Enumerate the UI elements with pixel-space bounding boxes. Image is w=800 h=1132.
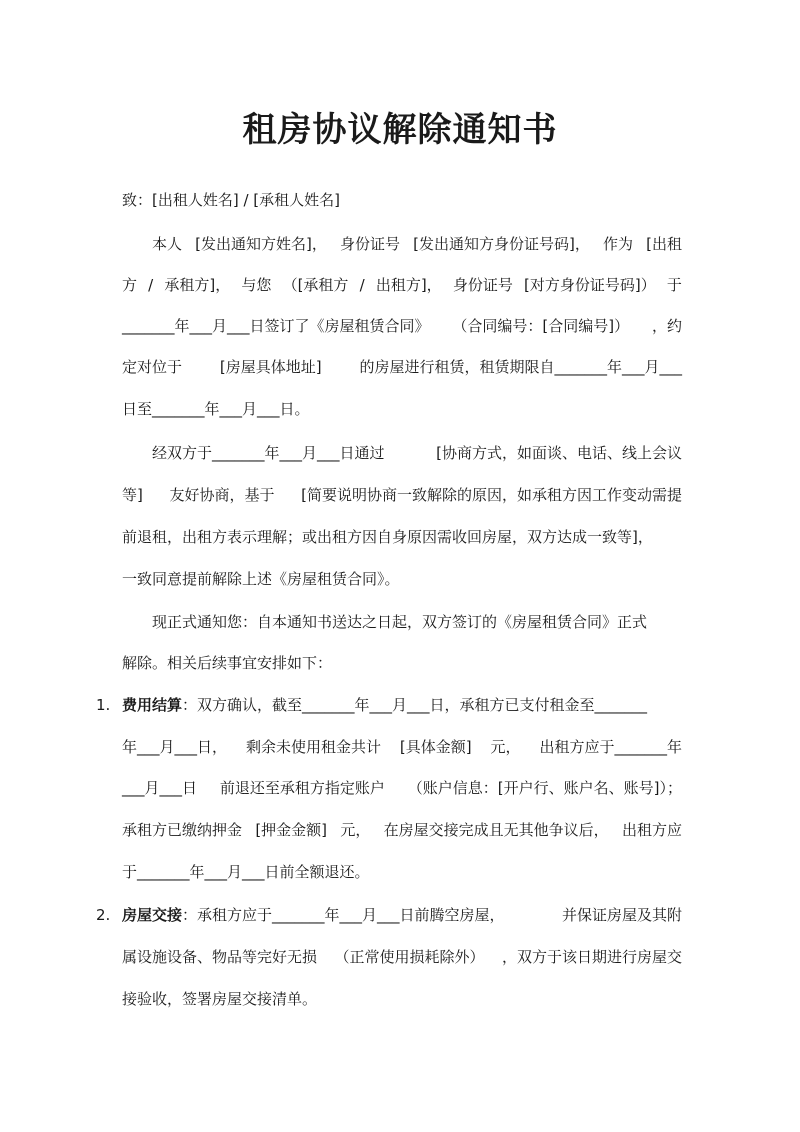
item1-line4: 承租方已缴纳押金 [押金金额] 元， 在房屋交接完成且无其他争议后， 出租方应: [122, 821, 682, 839]
item2-number: 2.: [96, 906, 111, 924]
item1-line1: 费用结算：双方确认，截至_______年___月___日，承租方已支付租金至_______: [122, 696, 648, 714]
item2-line2: 属设施设备、物品等完好无损 （正常使用损耗除外） ，双方于该日期进行房屋交: [122, 948, 682, 966]
para1-line1: 本人 [发出通知方姓名]， 身份证号 [发出通知方身份证号码]， 作为 [出租: [152, 235, 682, 253]
para3-line1: 现正式通知您：自本通知书送达之日起，双方签订的《房屋租赁合同》正式: [152, 613, 648, 631]
para1-line4: 定对位于 [房屋具体地址] 的房屋进行租赁，租赁期限自_______年___月___: [122, 358, 682, 376]
item2-label: 房屋交接: [122, 906, 183, 924]
salutation: 致：[出租人姓名] / [承租人姓名]: [122, 191, 340, 209]
para2-line3: 前退租，出租方表示理解；或出租方因自身原因需收回房屋，双方达成一致等]，: [122, 528, 653, 546]
para1-line2: 方 / 承租方]， 与您 （[承租方 / 出租方]， 身份证号 [对方身份证号码]） 于: [122, 276, 682, 294]
item2-line3: 接验收，签署房屋交接清单。: [122, 990, 318, 1008]
item1-number: 1.: [96, 696, 111, 714]
para2-line4: 一致同意提前解除上述《房屋租赁合同》。: [122, 570, 400, 588]
item1-label: 费用结算: [122, 696, 183, 714]
para2-line1: 经双方于_______年___月___日通过 [协商方式，如面谈、电话、线上会议: [152, 444, 682, 462]
para1-line3: _______年___月___日签订了《房屋租赁合同》 （合同编号：[合同编号]） ，约: [122, 317, 682, 335]
para3-line2: 解除。相关后续事宜安排如下：: [122, 654, 333, 672]
item1-line2: 年___月___日， 剩余未使用租金共计 [具体金额] 元， 出租方应于_______年: [122, 738, 682, 756]
item1-line3: ___月___日 前退还至承租方指定账户 （账户信息：[开户行、账户名、账号]）；: [122, 779, 682, 797]
para1-line5: 日至_______年___月___日。: [122, 400, 310, 418]
para2-line2: 等] 友好协商，基于 [简要说明协商一致解除的原因，如承租方因工作变动需提: [122, 486, 682, 504]
item2-line1: 房屋交接：承租方应于_______年___月___日前腾空房屋， 并保证房屋及其附: [122, 906, 682, 924]
item1-line5: 于_______年___月___日前全额退还。: [122, 863, 370, 881]
document-title: 租房协议解除通知书: [242, 110, 558, 150]
